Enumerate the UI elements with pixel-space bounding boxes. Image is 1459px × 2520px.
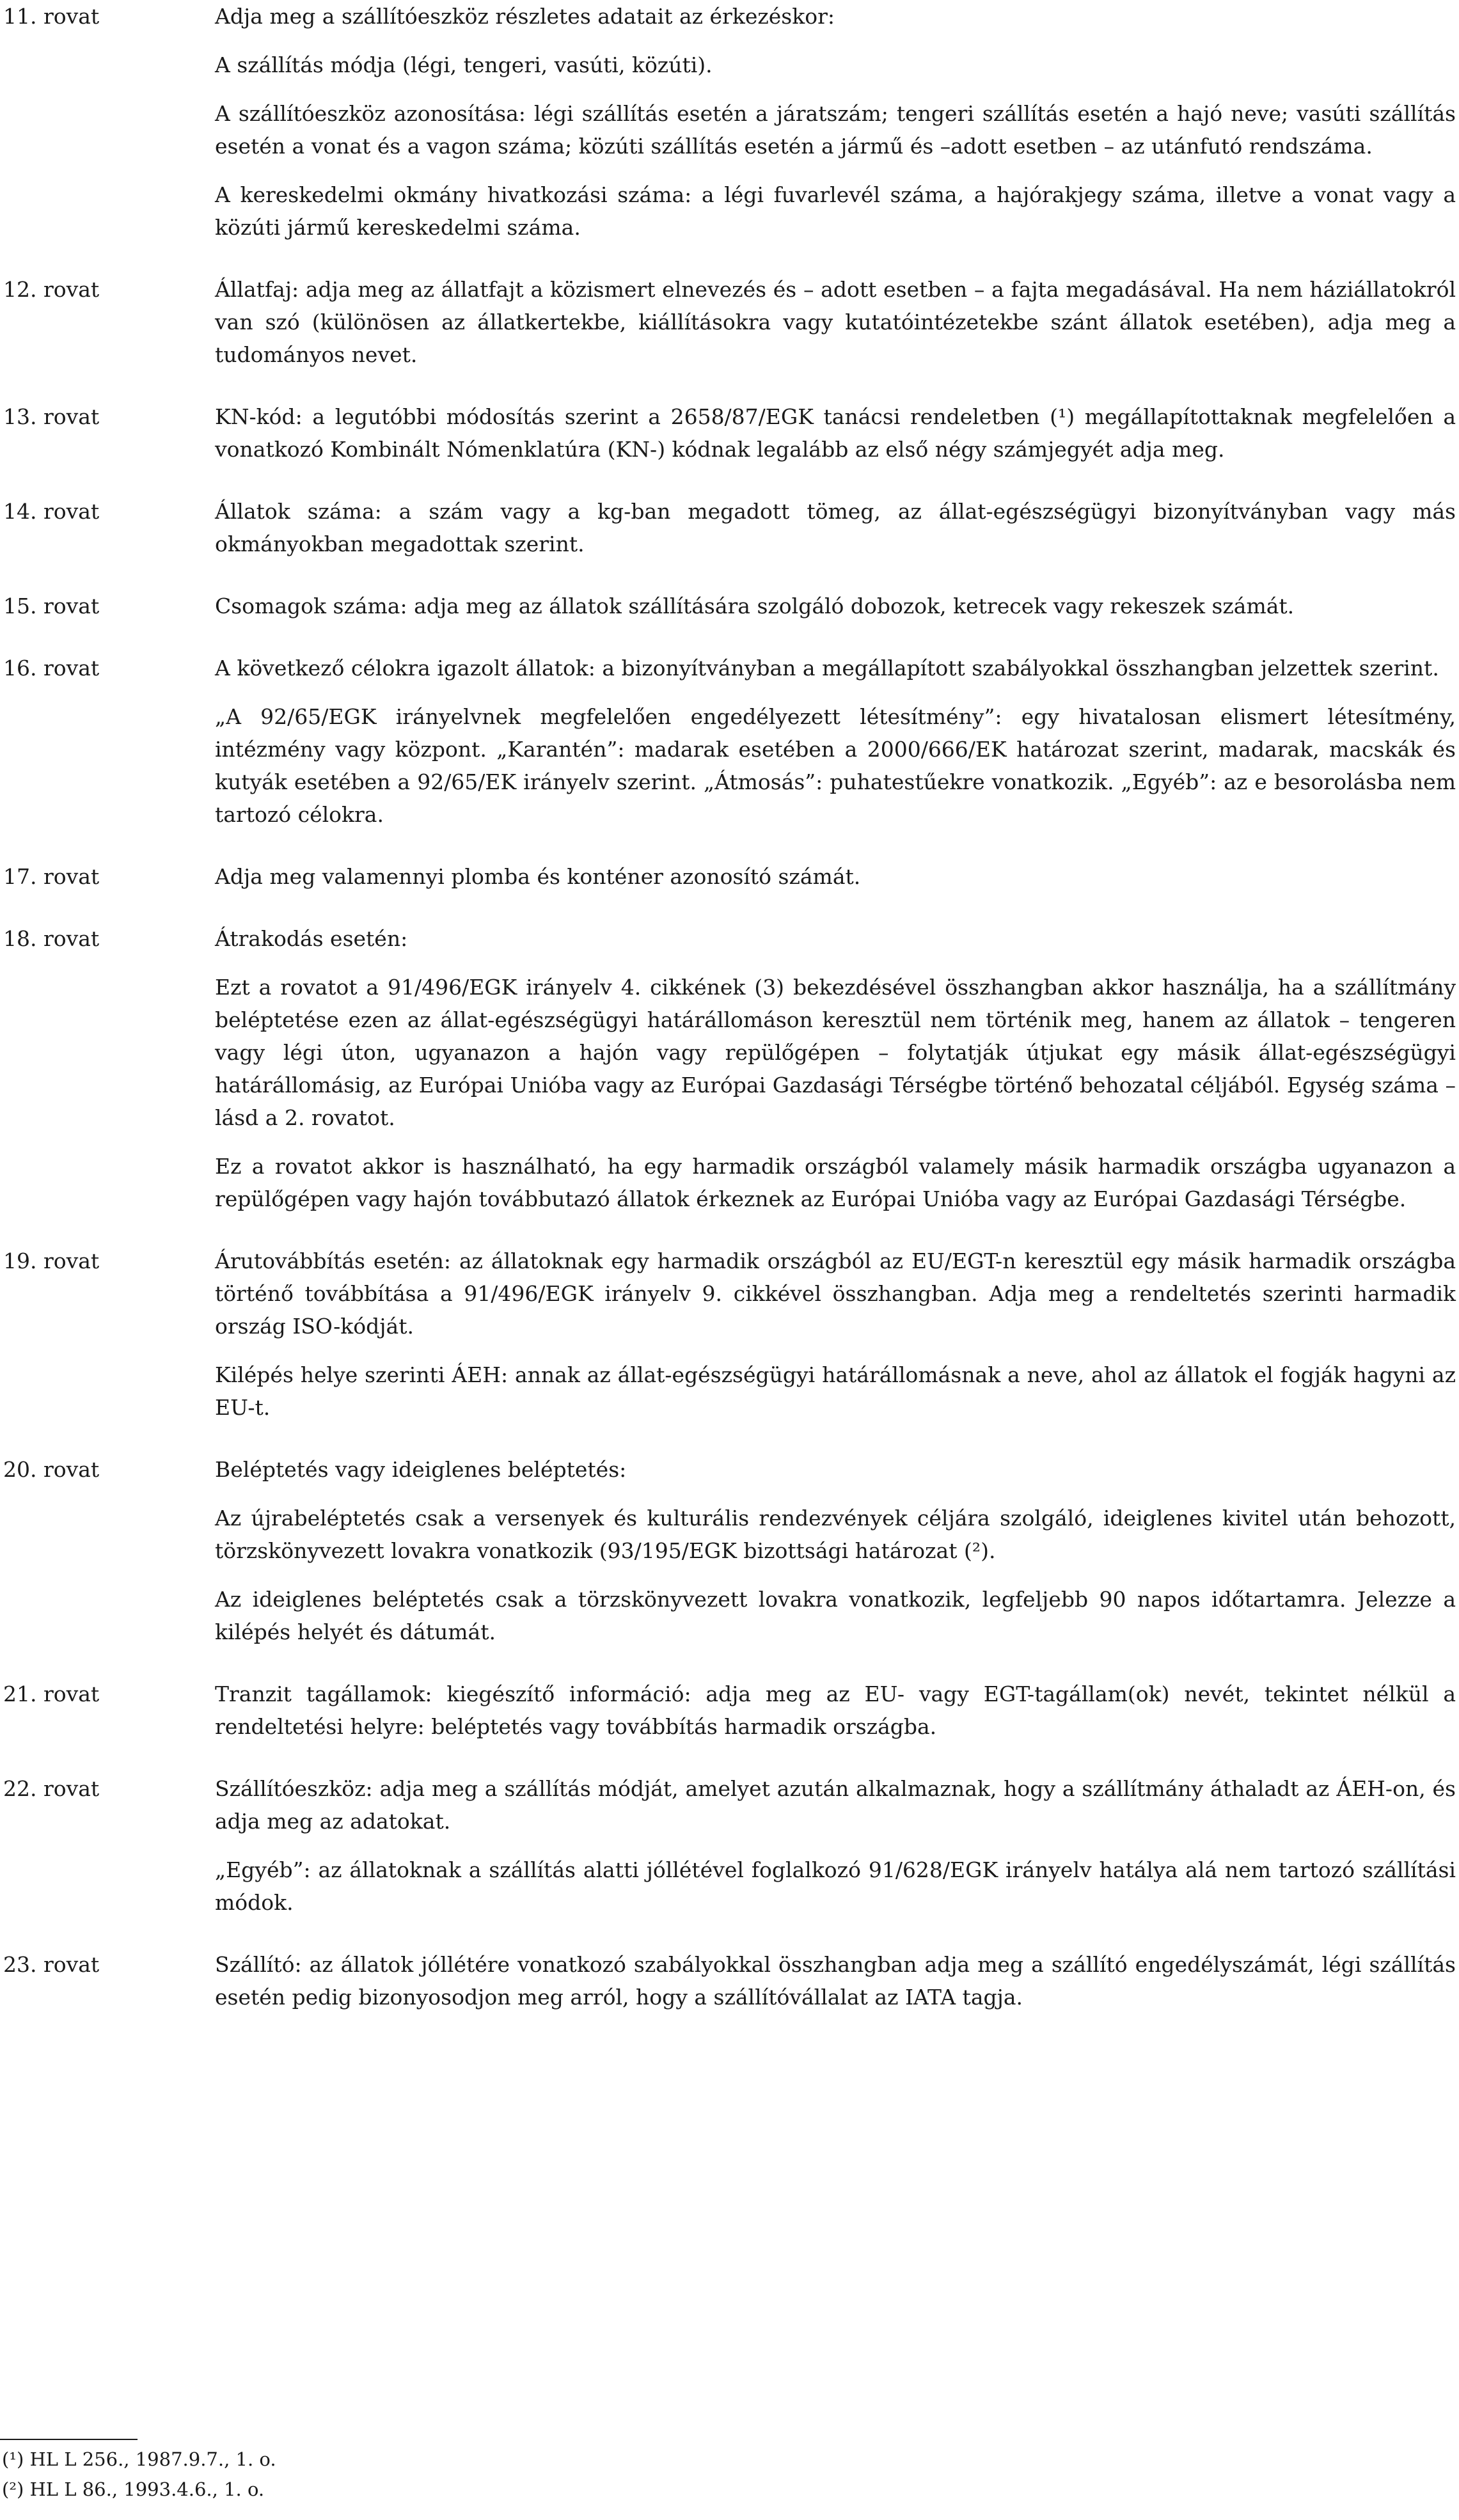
entry-paragraph: Az ideiglenes beléptetés csak a törzskönyvezett lovakra vonatkozik, legfeljebb 90 napos időtartamra. Jelezze a kilépés helyét és dátumát. [215, 1587, 1456, 1644]
entry-content [215, 1772, 1456, 1919]
entry-paragraph: Az újrabeléptetés csak a versenyek és kulturális rendezvények céljára szolgáló, ideiglenes kivitel után behozott, törzskönyvezett lovakra vonatkozik (93/195/EGK bizottsági határozat (²). [215, 1506, 1456, 1563]
entry-19 [3, 1245, 1459, 1424]
entry-paragraph: A kereskedelmi okmány hivatkozási száma: a légi fuvarlevél száma, a hajórakjegy száma, illetve a vonat vagy a közúti jármű kereskedelmi száma. [215, 182, 1456, 240]
entry-paragraph: Adja meg valamennyi plomba és konténer azonosító számát. [215, 864, 861, 889]
entry-12 [3, 273, 1459, 371]
footnote-text: HL L 86., 1993.4.6., 1. o. [24, 2478, 265, 2500]
footnote-ref: (¹) [2, 2448, 24, 2470]
footnote-text: HL L 256., 1987.9.7., 1. o. [24, 2448, 276, 2470]
entry-11 [3, 0, 1459, 244]
entry-content [215, 1678, 1456, 1743]
entry-21 [3, 1678, 1459, 1743]
entry-13 [3, 400, 1459, 466]
entry-22 [3, 1772, 1459, 1919]
entry-paragraph: Ezt a rovatot a 91/496/EGK irányelv 4. cikkének (3) bekezdésével összhangban akkor használja, ha a szállítmány beléptetése ezen az állat-egészségügyi határállomáson keresztül nem történik meg, hanem az állatok – tengeren vagy légi úton, ugyanazon a hajón vagy repülőgépen – folytatják útjukat egy másik állat-egészségügyi határállomásig, az Európai Unióba vagy az Európai Gazdasági Térségbe történő behozatal céljából. Egység száma – lásd a 2. rovatot. [215, 975, 1456, 1130]
entry-label: 12. rovat [3, 277, 100, 302]
entry-paragraph: „Egyéb”: az állatoknak a szállítás alatti jóllétével foglalkozó 91/628/EGK irányelv hatálya alá nem tartozó szállítási módok. [215, 1857, 1456, 1915]
footnote-divider [0, 2439, 138, 2440]
entry-paragraph: Állatfaj: adja meg az állatfajt a közismert elnevezés és – adott esetben – a fajta megadásával. Ha nem háziállatokról van szó (különösen az állatkertekbe, kiállításokra vagy kutatóintézetekbe szánt állatok esetében), adja meg a tudományos nevet. [215, 277, 1456, 367]
entry-label: 18. rovat [3, 926, 100, 951]
entry-content [215, 652, 1456, 831]
footnote-2 [2, 2475, 1409, 2505]
entry-paragraph: Kilépés helye szerinti ÁEH: annak az állat-egészségügyi határállomásnak a neve, ahol az állatok el fogják hagyni az EU-t. [215, 1362, 1456, 1420]
entry-paragraph: Állatok száma: a szám vagy a kg-ban megadott tömeg, az állat-egészségügyi bizonyítványban vagy más okmányokban megadottak szerint. [215, 499, 1456, 556]
entry-label: 17. rovat [3, 864, 100, 889]
entry-label: 22. rovat [3, 1776, 100, 1801]
entry-16 [3, 652, 1459, 831]
entry-paragraph: Tranzit tagállamok: kiegészítő információ: adja meg az EU- vagy EGT-tagállam(ok) nevét, tekintet nélkül a rendeltetési helyre: beléptetés vagy továbbítás harmadik országba. [215, 1681, 1456, 1739]
entry-paragraph: „A 92/65/EGK irányelvnek megfelelően engedélyezett létesítmény”: egy hivatalosan elismert létesítmény, intézmény vagy központ. „Karantén”: madarak esetében a 2000/666/EK határozat szerint, madarak, macskák és kutyák esetében a 92/65/EK irányelv szerint. „Átmosás”: puhatestűekre vonatkozik. „Egyéb”: az e besorolásba nem tartozó célokra. [215, 704, 1456, 827]
entry-content [215, 1453, 1456, 1648]
entry-paragraph: Beléptetés vagy ideiglenes beléptetés: [215, 1457, 627, 1482]
entry-label: 15. rovat [3, 594, 100, 618]
entry-label: 16. rovat [3, 656, 100, 681]
entry-content [215, 495, 1456, 560]
entry-23 [3, 1948, 1459, 2013]
entry-content [215, 273, 1456, 371]
footnotes [2, 2445, 1409, 2505]
entry-content [215, 1948, 1456, 2013]
entry-label: 11. rovat [3, 4, 100, 29]
entry-17 [3, 860, 1459, 893]
entry-paragraph: A szállítás módja (légi, tengeri, vasúti, közúti). [215, 52, 713, 77]
entry-label: 20. rovat [3, 1457, 100, 1482]
entry-paragraph: KN-kód: a legutóbbi módosítás szerint a 2658/87/EGK tanácsi rendeletben (¹) megállapítottaknak megfelelően a vonatkozó Kombinált Nómenklatúra (KN-) kódnak legalább az első négy számjegyét adja meg. [215, 404, 1456, 462]
entry-18 [3, 922, 1459, 1215]
entry-paragraph: Ez a rovatot akkor is használható, ha egy harmadik országból valamely másik harmadik országba ugyanazon a repülőgépen vagy hajón továbbutazó állatok érkeznek az Európai Unióba vagy az Európai Gazdasági Térségbe. [215, 1154, 1456, 1211]
entry-content [215, 590, 1456, 622]
entry-paragraph: Csomagok száma: adja meg az állatok szállítására szolgáló dobozok, ketrecek vagy rekeszek számát. [215, 594, 1295, 618]
entry-label: 13. rovat [3, 404, 100, 429]
entry-content [215, 1245, 1456, 1424]
entry-content [215, 860, 1456, 893]
entry-paragraph: Adja meg a szállítóeszköz részletes adatait az érkezéskor: [215, 4, 835, 29]
entry-20 [3, 1453, 1459, 1648]
entry-15 [3, 590, 1459, 622]
entry-14 [3, 495, 1459, 560]
footnote-ref: (²) [2, 2478, 24, 2500]
entry-paragraph: Átrakodás esetén: [215, 926, 408, 951]
entry-content [215, 922, 1456, 1215]
entry-paragraph: A szállítóeszköz azonosítása: légi szállítás esetén a járatszám; tengeri szállítás esetén a hajó neve; vasúti szállítás esetén a vonat és a vagon száma; közúti szállítás esetén a jármű és –adott esetben – az utánfutó rendszáma. [215, 101, 1456, 159]
entry-content [215, 0, 1456, 244]
entry-paragraph: Szállító: az állatok jóllétére vonatkozó szabályokkal összhangban adja meg a szállító engedélyszámát, légi szállítás esetén pedig bizonyosodjon meg arról, hogy a szállítóvállalat az IATA tagja. [215, 1952, 1456, 2010]
entry-paragraph: A következő célokra igazolt állatok: a bizonyítványban a megállapított szabályokkal összhangban jelzettek szerint. [215, 656, 1439, 681]
entry-label: 14. rovat [3, 499, 100, 524]
entry-content [215, 400, 1456, 466]
entry-label: 23. rovat [3, 1952, 100, 1977]
footnote-1 [2, 2445, 1409, 2475]
entry-paragraph: Szállítóeszköz: adja meg a szállítás módját, amelyet azután alkalmaznak, hogy a szállítmány áthaladt az ÁEH-on, és adja meg az adatokat. [215, 1776, 1456, 1834]
entry-label: 21. rovat [3, 1681, 100, 1706]
entry-paragraph: Árutovábbítás esetén: az állatoknak egy harmadik országból az EU/EGT-n keresztül egy másik harmadik országba történő továbbítása a 91/496/EGK irányelv 9. cikkével összhangban. Adja meg a rendeltetés szerinti harmadik ország ISO-kódját. [215, 1248, 1456, 1339]
entry-label: 19. rovat [3, 1248, 100, 1273]
